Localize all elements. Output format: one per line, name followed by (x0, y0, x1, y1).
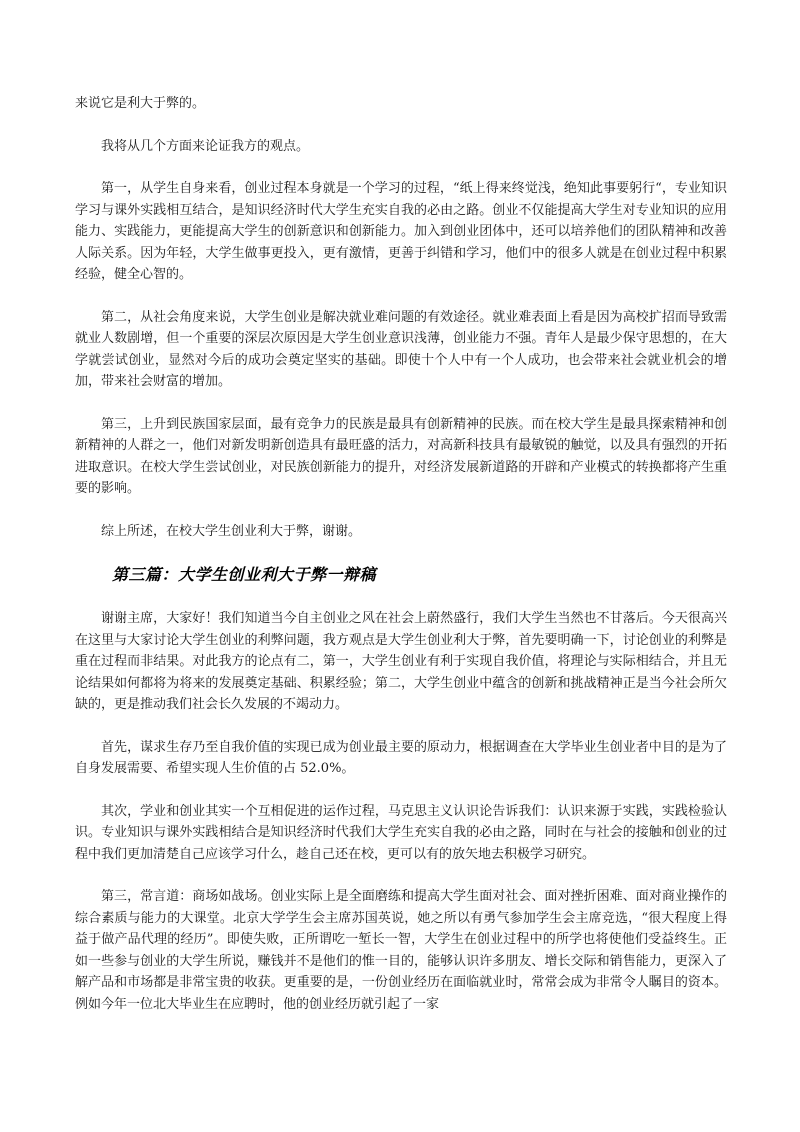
document-body (75, 93, 727, 1036)
paragraph-first-argument: 首先，谋求生存乃至自我价值的实现已成为创业最主要的原动力，根据调查在大学毕业生创业者中目的是为了自身发展需要、希望实现人生价值的占 52.0%。 (75, 739, 727, 776)
paragraph-point-3: 第三，上升到民族国家层面，最有竞争力的民族是最具有创新精神的民族。而在校大学生是最具探索精神和创新精神的人群之一，他们对新发明新创造具有最旺盛的活力，对高新科技具有最敏锐的触觉，以及具有强烈的开拓进取意识。在校大学生尝试创业，对民族创新能力的提升，对经济发展新道路的开辟和产业模式的转换都将产生重要的影响。 (75, 416, 727, 496)
paragraph-second-argument: 其次，学业和创业其实一个互相促进的运作过程，马克思主义认识论告诉我们：认识来源于实践，实践检验认识。专业知识与课外实践相结合是知识经济时代我们大学生充实自我的必由之路，同时在与社会的接触和创业的过程中我们更加清楚自己应该学习什么，趁自己还在校，更可以有的放矢地去积极学习研究。 (75, 803, 727, 862)
section-heading: 第三篇：大学生创业利大于弊一辩稿 (112, 565, 377, 584)
paragraph-continuation: 来说它是利大于弊的。 (75, 96, 206, 111)
paragraph-conclusion: 综上所述，在校大学生创业利大于弊，谢谢。 (101, 523, 362, 539)
paragraph-opening: 谢谢主席，大家好！我们知道当今自主创业之风在社会上蔚然盛行，我们大学生当然也不甘落后。今天很高兴在这里与大家讨论大学生创业的利弊问题，我方观点是大学生创业利大于弊，首先要明确一下，讨论创业的利弊是重在过程而非结果。对此我方的论点有二，第一，大学生创业有利于实现自我价值，将理论与实际相结合，并且无论结果如何都将为将来的发展奠定基础、积累经验；第二，大学生创业中蕴含的创新和挑战精神正是当今社会所欠缺的，更是推动我们社会长久发展的不竭动力。 (75, 611, 727, 712)
paragraph-point-1: 第一，从学生自身来看，创业过程本身就是一个学习的过程，“纸上得来终觉浅，绝知此事要躬行“，专业知识学习与课外实践相互结合，是知识经济时代大学生充实自我的必由之路。创业不仅能提高大学生对专业知识的应用能力、实践能力，更能提高大学生的创新意识和创新能力。加入到创业团体中，还可以培养他们的团队精神和改善人际关系。因为年轻，大学生做事更投入，更有激情，更善于纠错和学习，他们中的很多人就是在创业过程中积累经验，健全心智的。 (75, 181, 727, 282)
paragraph-point-2: 第二，从社会角度来说，大学生创业是解决就业难问题的有效途径。就业难表面上看是因为高校扩招而导致需就业人数剧增，但一个重要的深层次原因是大学生创业意识浅薄，创业能力不强。青年人是最少保守思想的，在大学就尝试创业，显然对今后的成功会奠定坚实的基础。即使十个人中有一个人成功，也会带来社会就业机会的增加，带来社会财富的增加。 (75, 309, 727, 389)
paragraph-intro: 我将从几个方面来论证我方的观点。 (101, 138, 310, 154)
paragraph-third-argument: 第三，常言道：商场如战场。创业实际上是全面磨练和提高大学生面对社会、面对挫折困难、面对商业操作的综合素质与能力的大课堂。北京大学学生会主席苏国英说，她之所以有勇气参加学生会主席竞选，“很大程度上得益于做产品代理的经历”。即使失败，正所谓吃一堑长一智，大学生在创业过程中的所学也将使他们受益终生。正如一些参与创业的大学生所说，赚钱并不是他们的惟一目的，能够认识许多朋友、增长交际和销售能力，更深入了解产品和市场都是非常宝贵的收获。更重要的是，一份创业经历在面临就业时，常常会成为非常令人瞩目的资本。例如今年一位北大毕业生在应聘时，他的创业经历就引起了一家 (75, 889, 727, 1012)
